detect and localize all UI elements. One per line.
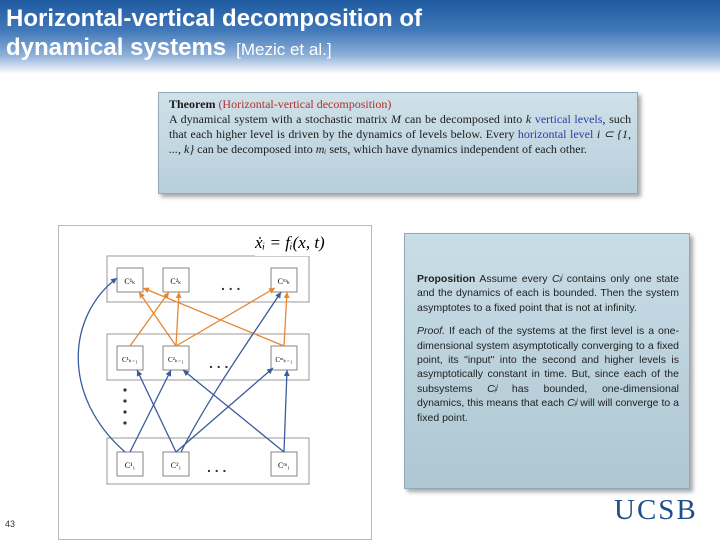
theorem-symbol: mᵢ xyxy=(315,142,327,156)
title-line-1: Horizontal-vertical decomposition of xyxy=(6,5,423,32)
ellipsis: . . . xyxy=(207,459,227,475)
proposition-symbol: Cᵢʲ xyxy=(487,382,498,395)
proposition-heading: Proposition xyxy=(417,273,476,285)
level-diagram xyxy=(58,225,372,540)
ellipsis: . . . xyxy=(221,277,241,293)
ucsb-logo: UCSB xyxy=(614,494,698,526)
dynamics-formula: ẋᵢ = fᵢ(x, t) xyxy=(255,230,361,256)
theorem-text xyxy=(169,97,631,157)
page-number: 43 xyxy=(5,519,16,529)
diagram-svg xyxy=(59,226,371,539)
vertical-dots xyxy=(123,388,126,424)
proposition-part: has bounded, one-dimensional dynamics, this means that each xyxy=(417,382,679,410)
node-label: Cᵐₖ xyxy=(277,277,291,286)
proposition-symbol: Cᵢʲ xyxy=(567,397,578,410)
node-label: C¹ₖ₋₁ xyxy=(122,356,138,364)
theorem-part: can be decomposed into xyxy=(404,112,523,126)
node-label: Cᵐₖ₋₁ xyxy=(275,356,293,364)
node-label: C²ₖ₋₁ xyxy=(168,356,184,364)
node-label: C¹ₖ xyxy=(124,277,136,286)
vertical-levels-term: vertical levels xyxy=(534,112,603,126)
citation: [Mezic et al.] xyxy=(236,40,332,59)
node-label: C²ₖ xyxy=(170,277,182,286)
proposition-part: Assume every xyxy=(479,273,548,285)
theorem-part: A dynamical system with a stochastic matrix xyxy=(169,112,388,126)
theorem-box xyxy=(158,92,638,194)
proof-label: Proof. xyxy=(417,325,446,338)
node-label: Cᵐ₁ xyxy=(277,461,291,470)
proposition-box xyxy=(404,233,690,489)
proposition-part: contains only one state and the dynamics of each is bounded. Then the system asymptotes to a fixed point that is not at infinity. xyxy=(417,273,680,314)
theorem-part: , such that each higher level is driven by the dynamics of levels below. Every xyxy=(169,112,632,141)
theorem-part: sets, which have dynamics independent of each other. xyxy=(329,142,587,156)
theorem-symbol: i ⊂ {1, ..., k} xyxy=(169,127,632,156)
theorem-part: can be decomposed into xyxy=(197,142,313,156)
proposition-text xyxy=(417,272,679,434)
theorem-symbol: k xyxy=(525,112,532,126)
node-label: C²₁ xyxy=(170,461,182,470)
ellipsis: . . . xyxy=(209,355,229,371)
title-line-2: dynamical systems xyxy=(6,34,227,61)
node-label: C¹₁ xyxy=(124,461,136,470)
downward-arrows xyxy=(130,288,287,346)
theorem-symbol: M xyxy=(391,112,402,126)
theorem-name: (Horizontal-vertical decomposition) xyxy=(218,97,392,111)
theorem-heading: Theorem xyxy=(169,97,216,111)
proposition-part: If each of the systems at the first level is a one-dimensional system asymptotically converging to a fixed point, its "input" into the second and higher levels is asymptotically constant in time. But, since each of the subsystems xyxy=(417,325,679,395)
slide-title xyxy=(6,4,422,64)
proposition-symbol: Cᵢʲ xyxy=(552,273,563,285)
proposition-part: will will converge to a fixed point. xyxy=(417,397,680,424)
horizontal-level-term: horizontal level xyxy=(517,127,594,141)
